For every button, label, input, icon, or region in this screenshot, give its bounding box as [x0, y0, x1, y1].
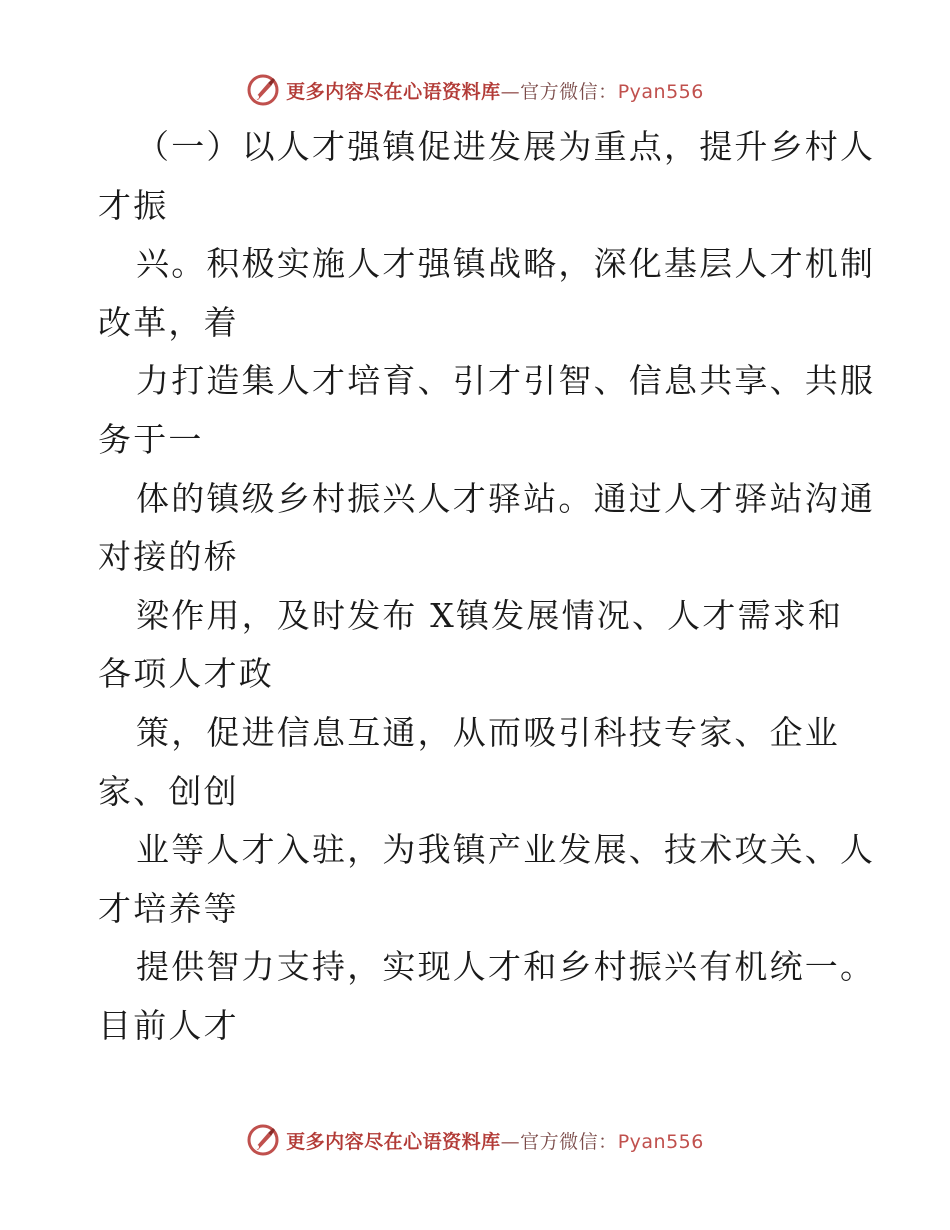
- text-line: 改革，着: [98, 302, 239, 342]
- watermark-dash: —: [500, 1130, 521, 1153]
- text-line: 体的镇级乡村振兴人才驿站。通过人才驿站沟通: [136, 478, 876, 518]
- footer-watermark: [0, 1120, 950, 1160]
- watermark-account: Pyan556: [617, 80, 704, 103]
- text-line: 才振: [98, 185, 169, 225]
- quill-pen-logo-icon: [246, 73, 280, 107]
- text-line: （一）以人才强镇促进发展为重点，提升乡村人: [136, 127, 876, 166]
- watermark-brand: 更多内容尽在心语资料库: [286, 1130, 501, 1153]
- watermark-text: [286, 77, 704, 104]
- text-line: 兴。积极实施人才强镇战略，深化基层人才机制: [136, 244, 876, 284]
- text-line: 力打造集人才培育、引才引智、信息共享、共服: [136, 361, 876, 401]
- watermark-text: [286, 1127, 704, 1154]
- text-line: 才培养等: [98, 888, 239, 928]
- quill-pen-logo-icon: [246, 1123, 280, 1157]
- watermark-brand: 更多内容尽在心语资料库: [286, 80, 501, 103]
- text-line: 策，促进信息互通，从而吸引科技专家、企业: [136, 712, 840, 752]
- text-line: 业等人才入驻，为我镇产业发展、技术攻关、人: [136, 830, 876, 870]
- header-watermark: [0, 70, 950, 110]
- text-line: 务于一: [98, 419, 204, 459]
- text-line: 各项人才政: [98, 654, 274, 694]
- text-line: 对接的桥: [98, 537, 239, 577]
- text-line: 提供智力支持，实现人才和乡村振兴有机统一。: [136, 947, 876, 987]
- text-line: 家、创创: [98, 771, 239, 811]
- watermark-dash: —: [500, 80, 521, 103]
- watermark-official-label: 官方微信：: [520, 80, 618, 103]
- text-line: 目前人才: [98, 1005, 239, 1045]
- text-line: 梁作用，及时发布 X镇发展情况、人才需求和: [136, 595, 844, 635]
- watermark-official-label: 官方微信：: [520, 1130, 618, 1153]
- watermark-account: Pyan556: [617, 1130, 704, 1153]
- document-body: [98, 118, 876, 1056]
